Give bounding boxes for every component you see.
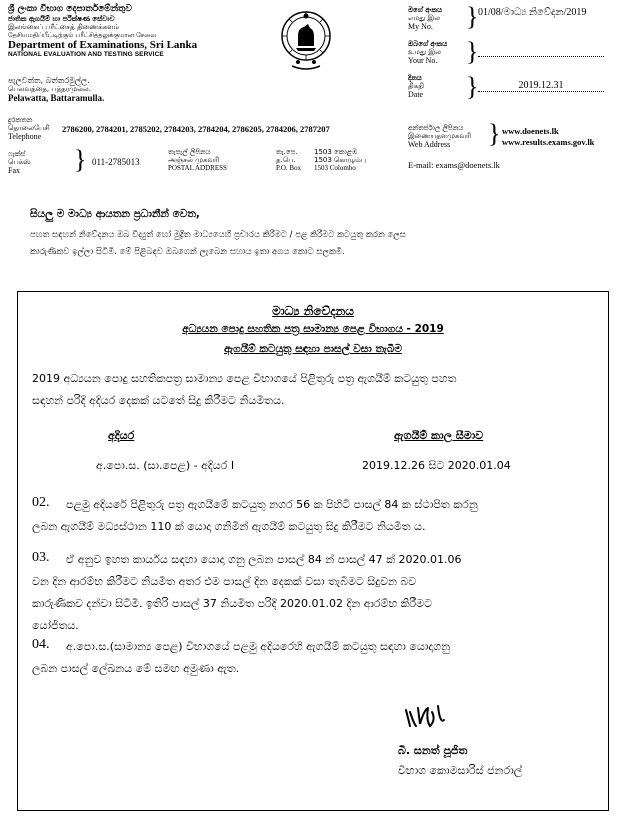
intro-text: පහත සඳහන් නිවේදනය ඔබ විද්‍යුත් හෝ මුද්‍රිත මාධ්‍යයෙහි ප්‍රචාරය කිරීමට / පළ කිරීමට කටයුතු කරන ලෙස කාරුණිකව ඉල්ලා සිටිමි. මේ පිළිබඳව ඔබගෙන් ලැබෙන සහාය ඉතා අගය කොට සලකමි.	[30, 230, 406, 257]
dept-name-ta: இலங்கைப் பரீட்சைத் திணைக்களம்	[8, 23, 120, 31]
fax-label: ෆැක්ස් பெக்ஸ் Fax	[8, 150, 31, 175]
telephone-label: දුරකතන தொலைபேசி Telephone	[8, 116, 50, 141]
paragraph-4-number: 04.	[32, 637, 50, 652]
dept-name-en: Department of Examinations, Sri Lanka	[8, 39, 198, 51]
fax-value: 011-2785013	[92, 157, 140, 167]
date-value: 2019.12.31	[478, 80, 604, 92]
letterhead	[8, 4, 278, 59]
notice-paragraph-3: ඒ අනුව ඉහත කාර්යය සඳහා යොදා ගනු ලබන පාසල් 84 න් පාසල් 47 ක් 2020.01.06 වන දින ආරම්භ කිරීමට නියමිත අතර එම පාසල් දින දෙකක් වසා තැබීමට සිදුවන බව කාරුණිකව දන්වා සිටිමි. ඉතිරි පාසල් 37 නියමිත පරිදි 2020.01.02 දින ආරම්භ කිරීමට යෝජිතය.	[32, 553, 462, 632]
paragraph-2-number: 02.	[32, 495, 50, 510]
your-no-label: ඔබගේ අංකය உமது இல Your No.	[408, 40, 448, 65]
web-label: අන්තර්ජාල ලිපිනය இணையதளமுகவரி Web Address	[408, 124, 472, 149]
date-brace: }	[466, 72, 479, 101]
web-link-doenets[interactable]: www.doenets.lk	[502, 126, 559, 136]
signature	[402, 700, 462, 734]
your-no-brace: }	[466, 37, 479, 66]
paragraph-3-number: 03.	[32, 550, 50, 565]
web-links	[502, 126, 594, 148]
nets-name-ta: தேசியமதிப்பீட்டிற்கும் பரீட்சித்தலுக்குமான சேவை	[8, 31, 157, 39]
notice-subheading: අධ්‍යයන පොදු සහතික පත්‍ර සාමාන්‍ය පෙළ විභාගය - 2019	[182, 323, 444, 335]
pobox-label: තැ.පෙ. த.பெ. P.O. Box	[276, 148, 302, 172]
my-no-label: මගේ අංකය எமது இல My No.	[408, 6, 443, 31]
notice-paragraph-1: 2019 අධ්‍යයන පොදු සහතිකපත්‍ර සාමාන්‍ය පෙළ විභාගයේ පිළිතුරු පත්‍ර ඇගයීම් කටයුතු පහත සඳහන් පරිදි අදියර දෙකක් යටතේ සිදු කිරීමට නියමිතය.	[32, 372, 457, 407]
web-link-results[interactable]: www.results.exams.gov.lk	[502, 137, 595, 147]
nets-name-si: ජාතික ඇගයීම් හා පරීක්ෂණ සේවාව	[8, 15, 115, 23]
email[interactable]: E-mail: exams@doenets.lk	[408, 160, 500, 170]
notice-subheading-2: ඇගයීම් කටයුතු සඳහා පාසල් වසා තැබීම	[224, 343, 402, 355]
my-no-value: 01/08/මාධ්‍ය නිවේදන/2019	[478, 7, 587, 18]
signer-title: විභාග කොමසාරිස් ජනරාල්	[398, 764, 523, 777]
notice-paragraph-2: පළමු අදියරේ පිළිතුරු පත්‍ර ඇගයීමේ කටයුතු නගර 56 ක පිහිටි පාසල් 84 ක ස්ථාපිත කරනු ලබන ඇගයීම් මධ්‍යස්ථාන 110 ක් යොදා ගනිමින් ඇගයීම් කටයුතු සිදු කිරීමට නියමිත ය.	[32, 498, 478, 533]
address: පැලවත්ත, බත්තරමුල්ල. பெலவத்தை, பத்தரமுல்ல. Pelawatta, Battaramulla.	[8, 76, 105, 103]
nets-name-en: NATIONAL EVALUATION AND TESTING SERVICE	[8, 51, 164, 58]
your-no-value-line	[478, 56, 604, 57]
column-period: ඇගයීම් කාල සීමාව	[394, 429, 484, 442]
column-phase: අදියර	[108, 429, 135, 442]
notice-paragraph-4: අ.පො.ස.(සාමාන්‍ය පෙළ) විභාගයේ පළමු අදියරෙහි ඇගයීම් කටයුතු සඳහා යොදාගනු ලබන පාසල් ලේඛනය මේ සමඟ අමුණා ඇත.	[32, 640, 451, 675]
salutation: සියලු ම මාධ්‍ය ආයතන ප්‍රධානීන් වෙත,	[30, 208, 200, 220]
signer-name: බී. සනත් පූජිත	[398, 744, 468, 757]
my-no-brace: }	[466, 2, 479, 31]
period-1: 2019.12.26 සිට 2020.01.04	[362, 459, 511, 472]
postal-label: තැපැල් ලිපිනය அஞ்சல் முகவரி POSTAL ADDRESS	[168, 148, 227, 172]
telephone-value: 2786200, 2784201, 2785202, 2784203, 2784204, 2786205, 2784206, 2787207	[62, 124, 330, 134]
national-emblem	[278, 6, 334, 72]
fax-brace: }	[74, 145, 87, 174]
date-label: දිනය திகதி Date	[408, 74, 424, 99]
phase-1: අ.පො.ස. (සා.පෙළ) - අදියර I	[96, 459, 235, 472]
web-brace: }	[488, 119, 501, 148]
dept-name-si: ශ්‍රී ලංකා විභාග දෙපාර්තමේන්තුව	[8, 4, 132, 14]
notice-heading: මාධ්‍ය නිවේදනය	[272, 304, 354, 318]
pobox-value: 1503 කොළඹ 1503 கொழும்பு 1503 Colombo	[314, 148, 366, 172]
